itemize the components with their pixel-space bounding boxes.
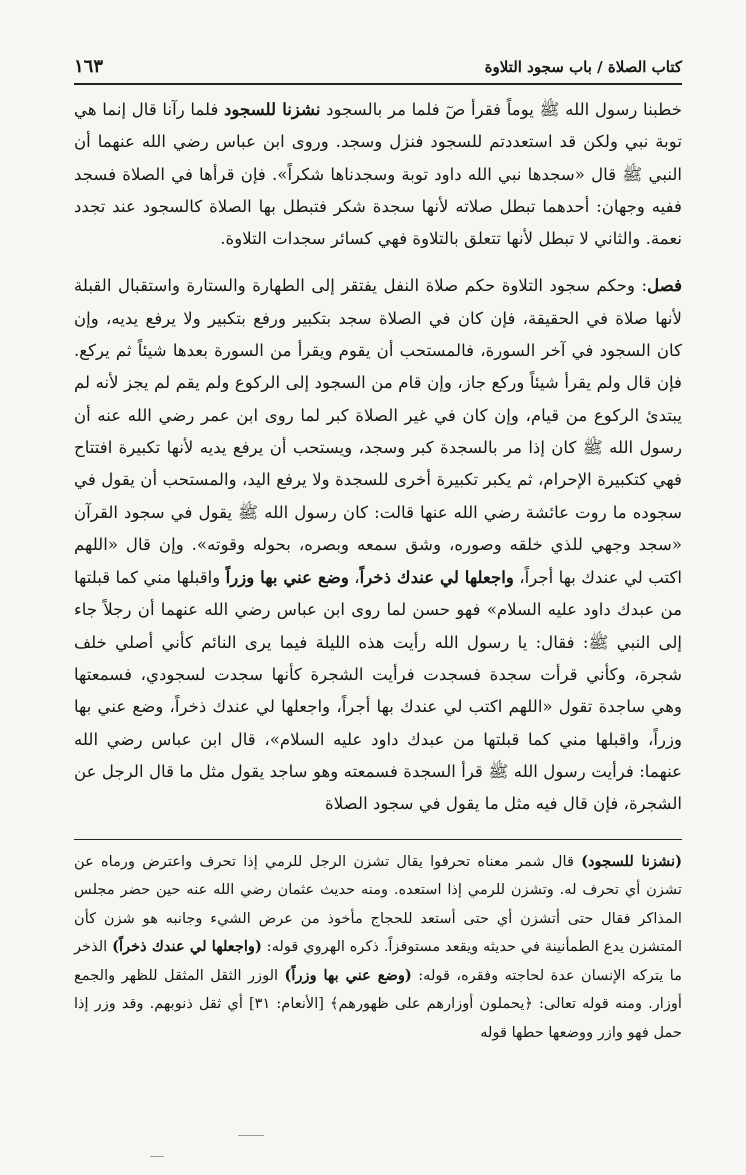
running-header [74, 56, 682, 85]
text-run: : وحكم سجود التلاوة حكم صلاة النفل يفتقر إلى الطهارة والستارة واستقبال القبلة لأنها صلاة في الحقيقة، فإن كان في الصلاة سجد بتكبير ورفع بتكبير ولا يرفع يديه، وإن كان السجود في آخر السورة، فالمستحب أن يقوم ويقرأ من السورة بعدها شيئاً ثم يركع. فإن قال ولم يقرأ شيئاً وركع جاز، وإن قام من السجود إلى الركوع ولم يقم لم يجز لأنه لم يبتدئ الركوع من قيام، وإن كان في غير الصلاة كبر لما روى ابن عمر رضي الله عنه أن رسول الله ﷺ كان إذا مر بالسجدة كبر وسجد، ويستحب أن يرفع يديه لأنها تكبيرة افتتاح فهي كتكبيرة الإحرام، ثم يكبر تكبيرة أخرى للسجدة ولا يرفع اليد، والمستحب أن يقول في سجوده ما روت عائشة رضي الله عنها قالت: كان رسول الله ﷺ يقول في سجود القرآن «سجد وجهي للذي خلقه وصوره، وشق سمعه وبصره، بحوله وقوته». وإن قال «اللهم اكتب لي عندك بها أجراً، [74, 276, 683, 588]
footnote-term: (واجعلها لي عندك ذخراً) [112, 938, 262, 956]
text-run: الذخر ما يتركه الإنسان عدة لحاجته وفقره، قوله: [74, 938, 682, 984]
section-marker: فصل [647, 275, 682, 296]
text-run: واقبلها مني كما قبلتها من عبدك داود عليه السلام» فهو حسن لما روى ابن عباس رضي الله عنهما أن رجلاً جاء إلى النبي ﷺ: فقال: يا رسول الله رأيت هذه الليلة فيما يرى النائم كأني أصلي خلف شجرة، وكأني قرأت سجدة فسجدت فرأيت الشجرة كأنها سجدت لسجودي، فسمعتها وهي ساجدة تقول «اللهم اكتب لي عندك بها أجراً، واجعلها لي عندك ذخراً، وضع عني بها وزراً، واقبلها مني كما قبلتها من عبدك داود عليه السلام»، قال ابن عباس رضي الله عنهما: فرأيت رسول الله ﷺ قرأ السجدة فسمعته وهو ساجد يقول مثل ما قال الرجل عن الشجرة، فإن قال فيه مثل ما يقول في سجود الصلاة [74, 568, 682, 814]
scan-speck [150, 1156, 164, 1157]
body-paragraph-1 [74, 93, 682, 255]
scan-speck [238, 1135, 264, 1136]
footnote-term: (نشزنا للسجود) [581, 852, 682, 870]
text-run: الوزر الثقل المثقل للظهر والجمع أوزار. ومنه قوله تعالى: ﴿يحملون أوزارهم على ظهورهم﴾ [الأنعام: ٣١] أي ثقل ذنوبهم. وقد وزر إذا حمل فهو وازر ووضعها حطها قوله [74, 966, 682, 1041]
text-run: قال شمر معناه تحرفوا يقال تشزن الرجل للرمي إذا تحرف واعترض ورماه عن تشزن أي تحرف له. وتشزن للرمي إذا استعده. ومنه حديث عثمان رضي الله عنه حين حضر مجلس المذاكر فقال حتى أتشزن أي حتى أستعد للحجاج مأخوذ من عرض الشيء وجانبه هو شزن كأن المتشزن يدع الطمأنينة في حديثه ويقعد مستوفزاً. ذكره الهروي قوله: [74, 852, 683, 956]
text-run: ، [348, 568, 360, 588]
bold-term: واجعلها لي عندك ذخراً [359, 567, 514, 588]
body-paragraph-2 [74, 269, 682, 820]
footnote [74, 848, 682, 1048]
text-run: فلما رآنا قال إنما هي توبة نبي ولكن قد استعددتم للسجود فنزل وسجد. وروى ابن عباس رضي الله عنهما أن النبي ﷺ قال «سجدها نبي الله داود توبة وسجدناها شكراً». فإن قرأها في الصلاة فسجد ففيه وجهان: أحدهما تبطل صلاته لأنها سجدة شكر فتبطل بها الصلاة كالسجود عند تجدد نعمة. والثاني لا تبطل لأنها تتعلق بالتلاوة فهي كسائر سجدات التلاوة. [74, 100, 682, 249]
bold-term: نشزنا للسجود [224, 99, 321, 119]
bold-term: وضع عني بها وزراً [225, 567, 349, 588]
page-number: ١٦٣ [74, 56, 104, 77]
footnote-term: (وضع عني بها وزراً) [284, 966, 412, 984]
scan-specks [0, 1130, 746, 1160]
chapter-title: كتاب الصلاة / باب سجود التلاوة [484, 58, 682, 76]
text-run: خطبنا رسول الله ﷺ يوماً فقرأ صٓ فلما مر بالسجود [320, 100, 683, 119]
footnote-divider [74, 839, 682, 840]
